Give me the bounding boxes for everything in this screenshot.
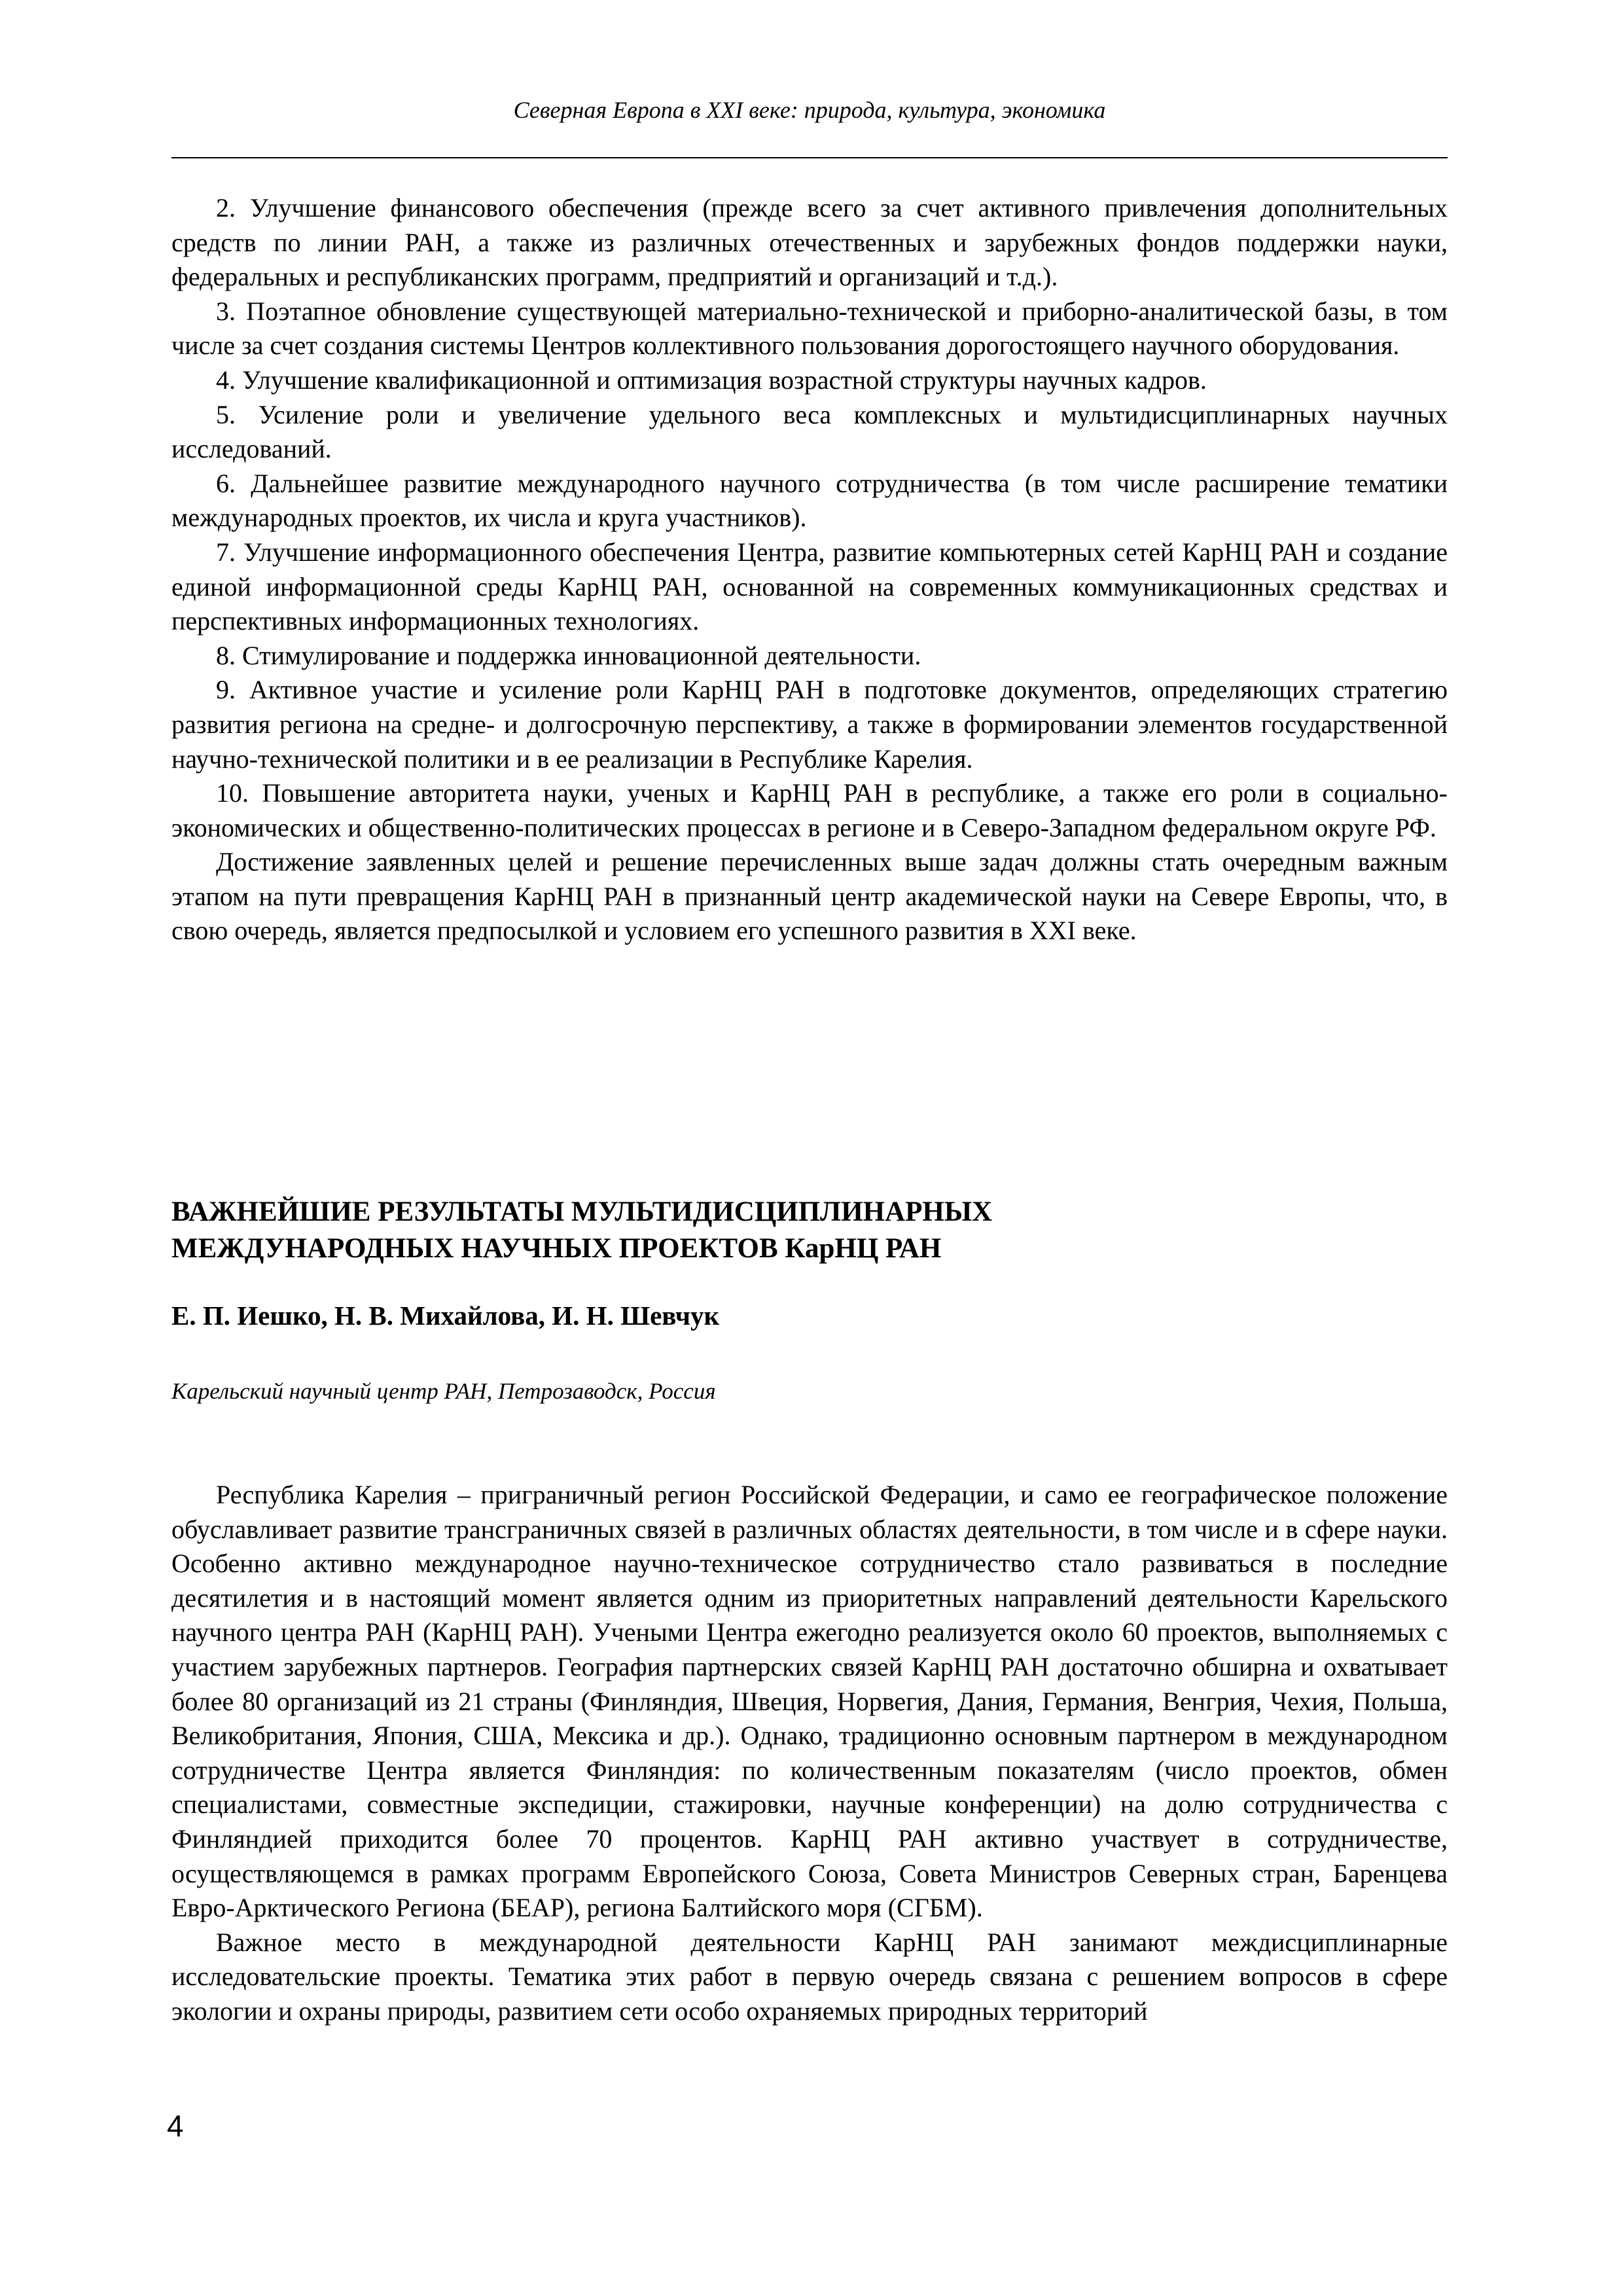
paragraph: 6. Дальнейшее развитие международного научного сотрудничества (в том числе расширение тематики международных проектов, их числа и круга участников). — [171, 468, 1448, 533]
paragraph: 2. Улучшение финансового обеспечения (прежде всего за счет активного привлечения дополнительных средств по линии РАН, а также из различных отечественных и зарубежных фондов поддержки науки, федеральных и республиканских программ, предприятий и организаций и т.д.). — [171, 193, 1448, 292]
article-affiliation: Карельский научный центр РАН, Петрозаводск, Россия — [171, 1378, 716, 1404]
page-number: 4 — [167, 2109, 184, 2143]
article-title — [171, 1194, 1448, 1267]
paragraph: 10. Повышение авторитета науки, ученых и КарНЦ РАН в республике, а также его роли в социально-экономических и общественно-политических процессах в регионе и в Северо-Западном федеральном округе РФ. — [171, 778, 1448, 842]
paragraph: Достижение заявленных целей и решение перечисленных выше задач должны стать очередным важным этапом на пути превращения КарНЦ РАН в признанный центр академической науки на Севере Европы, что, в свою очередь, является предпосылкой и условием его успешного развития в XXI веке. — [171, 847, 1448, 946]
paragraph: 9. Активное участие и усиление роли КарНЦ РАН в подготовке документов, определяющих стратегию развития региона на средне- и долгосрочную перспективу, а также в формировании элементов государственной научно-технической политики и в ее реализации в Республике Карелия. — [171, 675, 1448, 774]
paragraph: 7. Улучшение информационного обеспечения Центра, развитие компьютерных сетей КарНЦ РАН и создание единой информационной среды КарНЦ РАН, основанной на современных коммуникационных средствах и перспективных информационных технологиях. — [171, 537, 1448, 636]
article-body — [171, 1478, 1448, 2029]
header-divider — [171, 157, 1448, 158]
article-title-line: МЕЖДУНАРОДНЫХ НАУЧНЫХ ПРОЕКТОВ КарНЦ РАН — [171, 1233, 942, 1264]
article-authors: Е. П. Иешко, Н. В. Михайлова, И. Н. Шевчук — [171, 1300, 720, 1331]
paragraph: 4. Улучшение квалификационной и оптимизация возрастной структуры научных кадров. — [216, 365, 1207, 395]
continued-text-block — [171, 191, 1448, 948]
paragraph: Республика Карелия – приграничный регион Российской Федерации, и само ее географическое положение обуславливает развитие трансграничных связей в различных областях деятельности, в том числе и в сфере науки. Особенно активно международное научно-техническое сотрудничество стало развиваться в последние десятилетия и в настоящий момент является одним из приоритетных направлений деятельности Карельского научного центра РАН (КарНЦ РАН). Учеными Центра ежегодно реализуется около 60 проектов, выполняемых с участием зарубежных партнеров. География партнерских связей КарНЦ РАН достаточно обширна и охватывает более 80 организаций из 21 страны (Финляндия, Швеция, Норвегия, Дания, Германия, Венгрия, Чехия, Польша, Великобритания, Япония, США, Мексика и др.). Однако, традиционно основным партнером в международном сотрудничестве Центра является Финляндия: по количественным показателям (число проектов, обмен специалистами, совместные экспедиции, стажировки, научные конференции) на долю сотрудничества с Финляндией приходится более 70 процентов. КарНЦ РАН активно участвует в сотрудничестве, осуществляющемся в рамках программ Европейского Союза, Совета Министров Северных стран, Баренцева Евро-Арктического Региона (БЕАР), региона Балтийского моря (СГБМ). — [171, 1480, 1448, 1923]
paragraph: Важное место в международной деятельности КарНЦ РАН занимают междисциплинарные исследовательские проекты. Тематика этих работ в первую очередь связана с решением вопросов в сфере экологии и охраны природы, развитием сети особо охраняемых природных территорий — [171, 1927, 1448, 2026]
paragraph: 5. Усиление роли и увеличение удельного веса комплексных и мультидисциплинарных научных исследований. — [171, 399, 1448, 464]
article-title-line: ВАЖНЕЙШИЕ РЕЗУЛЬТАТЫ МУЛЬТИДИСЦИПЛИНАРНЫХ — [171, 1196, 993, 1227]
paragraph: 8. Стимулирование и поддержка инновационной деятельности. — [216, 640, 921, 670]
paragraph: 3. Поэтапное обновление существующей материально-технической и приборно-аналитической базы, в том числе за счет создания системы Центров коллективного пользования дорогостоящего научного оборудования. — [171, 296, 1448, 361]
running-header: Северная Европа в XXI веке: природа, культура, экономика — [513, 97, 1106, 123]
